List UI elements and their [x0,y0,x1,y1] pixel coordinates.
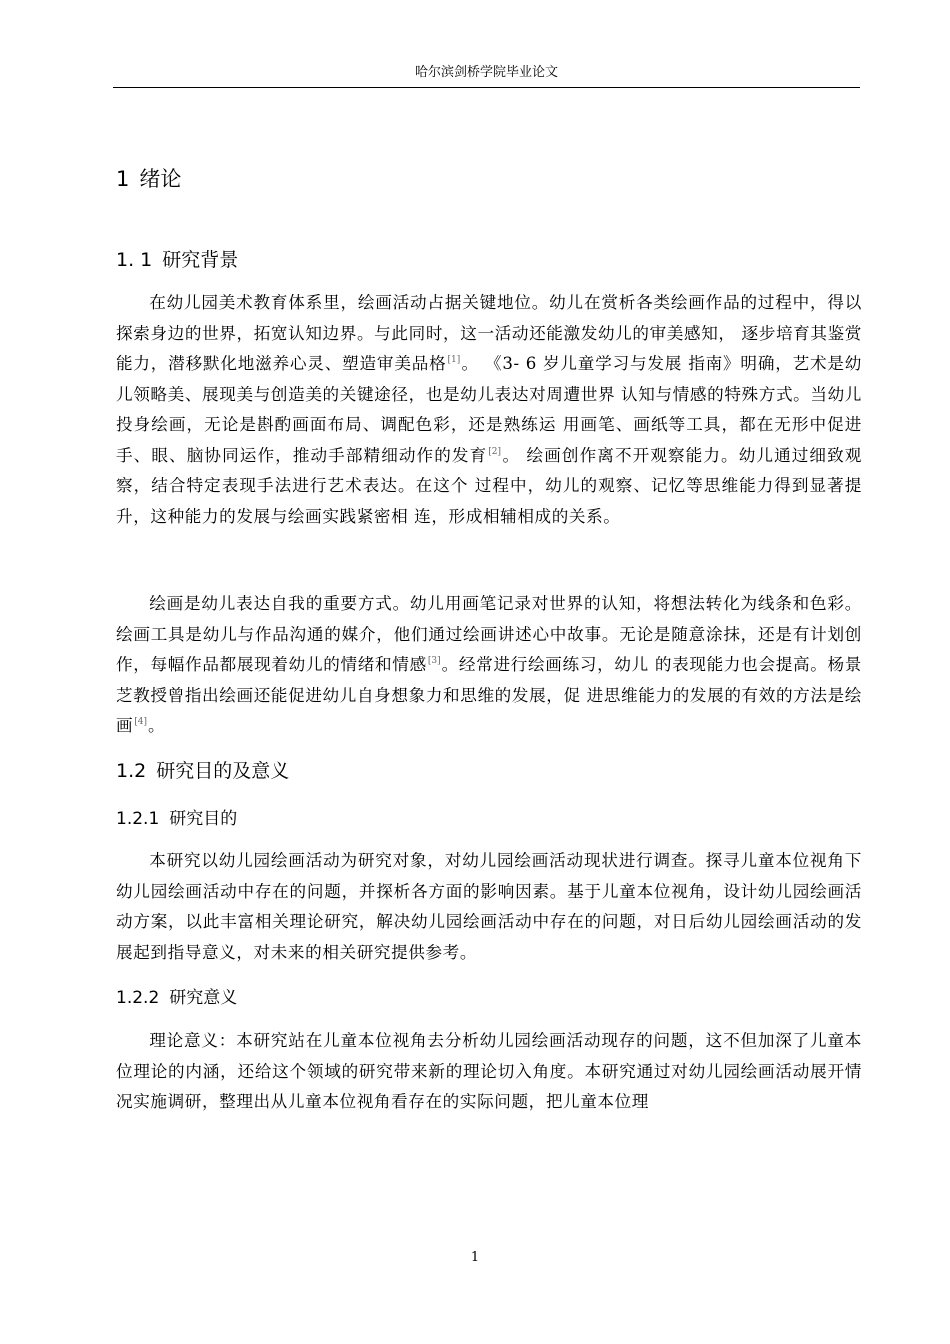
citation-ref: [2] [488,446,502,457]
chapter-title: 绪论 [139,167,182,191]
subsection-title: 研究意义 [169,988,238,1008]
paragraph-background-1 [116,288,862,532]
paragraph-text: 。 《3- 6 岁儿童学习与发展 指南》明确，艺术是幼儿领略美、展现美与创造美的关键途径，也是幼儿表达对周遭世界 认知与情感的特殊方式。当幼儿投身绘画，无论是斟酌画面布局、调配色彩，还是熟练运 用画笔、画纸等工具，都在无形中促进手、眼、脑协同运作，推动手部精细动作的发育 [116,354,862,465]
paragraph-text: 。 [147,716,166,735]
subsection-heading-1-2-1 [116,806,237,832]
paragraph-text: 绘画是幼儿表达自我的重要方式。幼儿用画笔记录对世界的认知，将想法转化为线条和色彩。绘画工具是幼儿与作品沟通的媒介，他们通过绘画讲述心中故事。无论是随意涂抹，还是有计划创作，每幅作品都展现着幼儿的情绪和情感 [116,594,862,674]
subsection-title: 研究目的 [169,809,238,829]
section-heading-1-2 [116,757,289,785]
page-number: 1 [470,1250,480,1265]
section-title: 研究背景 [162,249,239,271]
subsection-number: 1.2.2 [116,988,160,1008]
section-title: 研究目的及意义 [156,760,290,782]
section-number: 1. 1 [116,249,153,271]
section-heading-1-1 [116,246,238,274]
paragraph-significance [116,1026,862,1118]
chapter-heading [116,164,181,194]
section-number: 1.2 [116,760,147,782]
paragraph-text: 。经常进行绘画练习，幼儿 的表现能力也会提高。杨景芝教授曾指出绘画还能促进幼儿自身想象力和思维的发展，促 进思维能力的发展的有效的方法是绘画 [116,655,862,735]
paragraph-background-2 [116,589,862,742]
paragraph-text: 理论意义：本研究站在儿童本位视角去分析幼儿园绘画活动现存的问题，这不但加深了儿童本位理论的内涵，还给这个领域的研究带来新的理论切入角度。本研究通过对幼儿园绘画活动展开情况实施调研，整理出从儿童本位视角看存在的实际问题，把儿童本位理 [116,1031,862,1111]
paragraph-purpose [116,846,862,968]
citation-ref: [1] [447,355,461,366]
subsection-heading-1-2-2 [116,985,237,1011]
citation-ref: [4] [134,717,147,728]
chapter-number: 1 [116,167,130,191]
paragraph-text: 本研究以幼儿园绘画活动为研究对象，对幼儿园绘画活动现状进行调查。探寻儿童本位视角下幼儿园绘画活动中存在的问题，并探析各方面的影响因素。基于儿童本位视角，设计幼儿园绘画活动方案，以此丰富相关理论研究，解决幼儿园绘画活动中存在的问题，对日后幼儿园绘画活动的发展起到指导意义，对未来的相关研究提供参考。 [116,851,862,962]
citation-ref: [3] [427,656,441,667]
header-divider [113,87,860,88]
paragraph-text: 在幼儿园美术教育体系里，绘画活动占据关键地位。幼儿在赏析各类绘画作品的过程中，得以探索身边的世界，拓宽认知边界。与此同时，这一活动还能激发幼儿的审美感知， 逐步培育其鉴赏能力，潜移默化地滋养心灵、塑造审美品格 [116,293,862,373]
paragraph-text: 。 绘画创作离不开观察能力。幼儿通过细致观察，结合特定表现手法进行艺术表达。在这个 过程中，幼儿的观察、记忆等思维能力得到显著提升，这种能力的发展与绘画实践紧密相 连，形成相辅相成的关系。 [116,445,862,526]
subsection-number: 1.2.1 [116,809,160,829]
page-header: 哈尔滨剑桥学院毕业论文 [414,65,558,80]
